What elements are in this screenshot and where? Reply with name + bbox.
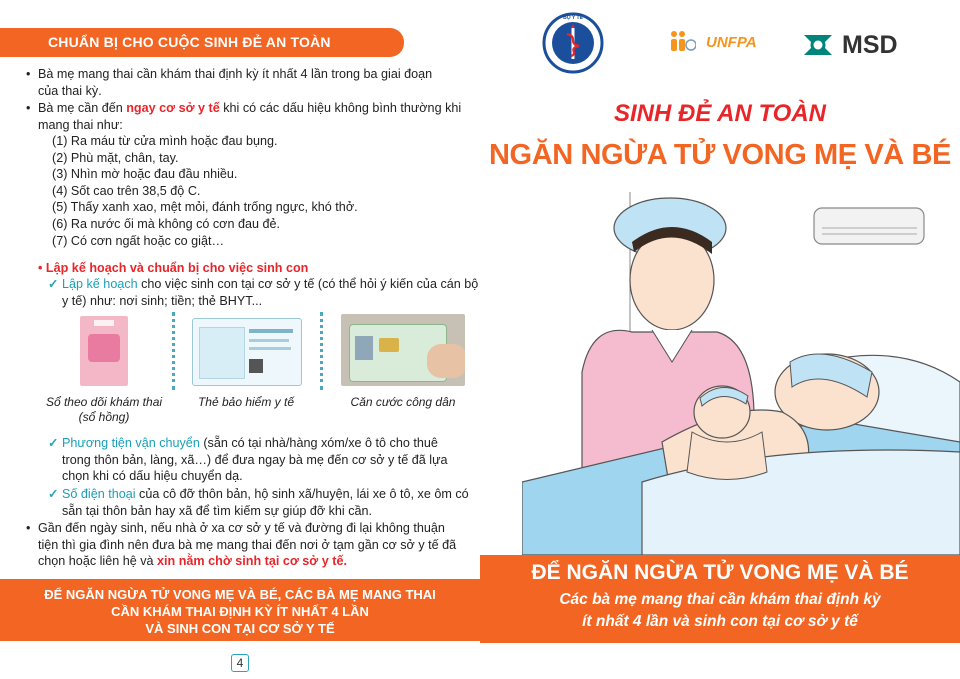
phone-line2: sẵn tại thôn bản hay xã để tìm kiếm sự giúp đỡ khi cần. [62, 503, 373, 518]
left-footer-line2: CẦN KHÁM THAI ĐỊNH KỲ ÍT NHẤT 4 LẦN [111, 604, 369, 619]
transport-line2: trong thôn bản, làng, xã…) để đưa ngay bà mẹ đến cơ sở y tế đã lựa [62, 452, 448, 467]
wait-line2: tiện thì gia đình nên đưa bà mẹ mang thai đến nơi ở tạm gần cơ sở y tế đã [38, 537, 457, 552]
danger-sign: (2) Phù mặt, chân, tay. [52, 150, 179, 165]
danger-sign: (5) Thấy xanh xao, mệt mỏi, đánh trống ngực, khó thở. [52, 200, 358, 215]
transport-line3: chọn khi có dấu hiệu chuyển dạ. [62, 469, 243, 484]
msd-logo [800, 27, 915, 63]
unfpa-logo [666, 28, 756, 60]
danger-sign: (3) Nhìn mờ hoặc đau đầu nhiều. [52, 167, 238, 182]
plan-item-highlight: Lập kế hoạch [62, 277, 138, 291]
plan-heading-text: Lập kế hoạch và chuẩn bị cho việc sinh con [45, 261, 309, 275]
right-footer-sub2: ít nhất 4 lần và sinh con tại cơ sở y tế [582, 613, 858, 630]
unfpa-logo-text: UNFPA [706, 34, 757, 51]
mother-baby-illustration [522, 182, 960, 555]
bullet-checkup-line2: của thai kỳ. [38, 83, 102, 98]
page-number: 4 [231, 654, 249, 672]
bullet-checkup-line1: • Bà mẹ mang thai cần khám thai định kỳ ít nhất 4 lần trong ba giai đoạn [38, 67, 433, 81]
check-icon: ✓ [48, 277, 59, 291]
ministry-logo-text: BỘ Y TẾ [563, 15, 583, 21]
insurance-card-caption: Thẻ bảo hiểm y tế [197, 395, 295, 409]
go-to-clinic-post: khi có các dấu hiệu không bình thường khi [219, 101, 462, 115]
title-line1: SINH ĐẺ AN TOÀN [613, 100, 826, 127]
wait-line3-highlight: xin nằm chờ sinh tại cơ sở y tế. [157, 554, 347, 569]
dotted-divider [320, 312, 323, 390]
left-footer-line3: VÀ SINH CON TẠI CƠ SỞ Y TẾ [145, 621, 335, 636]
check-icon: ✓ [48, 436, 59, 450]
bullet-checkup [38, 66, 432, 99]
right-footer-sub1: Các bà mẹ mang thai cần khám thai định kỳ [559, 591, 881, 608]
phone-item [48, 486, 469, 519]
phone-text: của cô đỡ thôn bản, hộ sinh xã/huyện, lái xe ô tô, xe ôm có [135, 487, 469, 501]
go-to-clinic-pre: Bà mẹ cần đến [38, 101, 127, 115]
wait-line3-pre: chọn hoặc liên hệ và [38, 554, 158, 569]
book-caption-line2: (sổ hồng) [78, 410, 130, 424]
plan-item [48, 276, 479, 309]
plan-heading: • Lập kế hoạch và chuẩn bị cho việc sinh con [38, 261, 309, 275]
go-to-clinic-highlight: ngay cơ sở y tế [126, 101, 220, 115]
danger-signs-list [52, 133, 358, 249]
plan-item-line2: y tế) như: nơi sinh; tiền; thẻ BHYT... [62, 293, 263, 308]
book-caption-line1: Sổ theo dõi khám thai [45, 395, 163, 409]
left-footer-line1: ĐỂ NGĂN NGỪA TỬ VONG MẸ VÀ BÉ, CÁC BÀ MẸ MANG THAI [44, 587, 436, 602]
bullet-go-to-clinic [38, 100, 461, 133]
citizen-id-card-image [341, 314, 465, 386]
bullet-wait-at-clinic [38, 520, 456, 570]
ministry-of-health-logo [542, 12, 604, 74]
check-icon: ✓ [48, 487, 59, 501]
transport-text: (sẵn có tại nhà/hàng xóm/xe ô tô cho thuê [199, 436, 438, 450]
id-card-caption: Căn cước công dân [350, 395, 456, 409]
pregnancy-book-image [80, 316, 128, 386]
transport-item [48, 435, 448, 485]
phone-highlight: Số điện thoại [62, 487, 136, 501]
section-header-text: CHUẨN BỊ CHO CUỘC SINH ĐẺ AN TOÀN [48, 34, 331, 50]
pregnancy-book-caption [44, 395, 164, 425]
plan-item-text: cho việc sinh con tại cơ sở y tế (có thể hỏi ý kiến của cán bộ [137, 277, 479, 291]
danger-sign: (4) Sốt cao trên 38,5 độ C. [52, 183, 201, 198]
danger-sign: (7) Có cơn ngất hoặc co giật… [52, 233, 225, 248]
danger-sign: (1) Ra máu từ cửa mình hoặc đau bụng. [52, 134, 278, 148]
danger-sign: (6) Ra nước ối mà không có cơn đau đẻ. [52, 216, 280, 231]
title-line2: NGĂN NGỪA TỬ VONG MẸ VÀ BÉ [489, 139, 951, 171]
dotted-divider [172, 312, 175, 390]
section-header [0, 28, 404, 57]
transport-highlight: Phương tiện vận chuyển [62, 436, 200, 450]
right-footer-banner [480, 555, 960, 643]
health-insurance-card-image [192, 318, 302, 386]
go-to-clinic-line2: mang thai như: [38, 117, 123, 132]
left-footer-banner [0, 579, 480, 641]
msd-logo-text: MSD [842, 31, 898, 59]
right-footer-title: ĐỂ NGĂN NGỪA TỬ VONG MẸ VÀ BÉ [531, 561, 909, 584]
wait-line1: • Gần đến ngày sinh, nếu nhà ở xa cơ sở y tế và đường đi lại không thuận [38, 521, 445, 535]
